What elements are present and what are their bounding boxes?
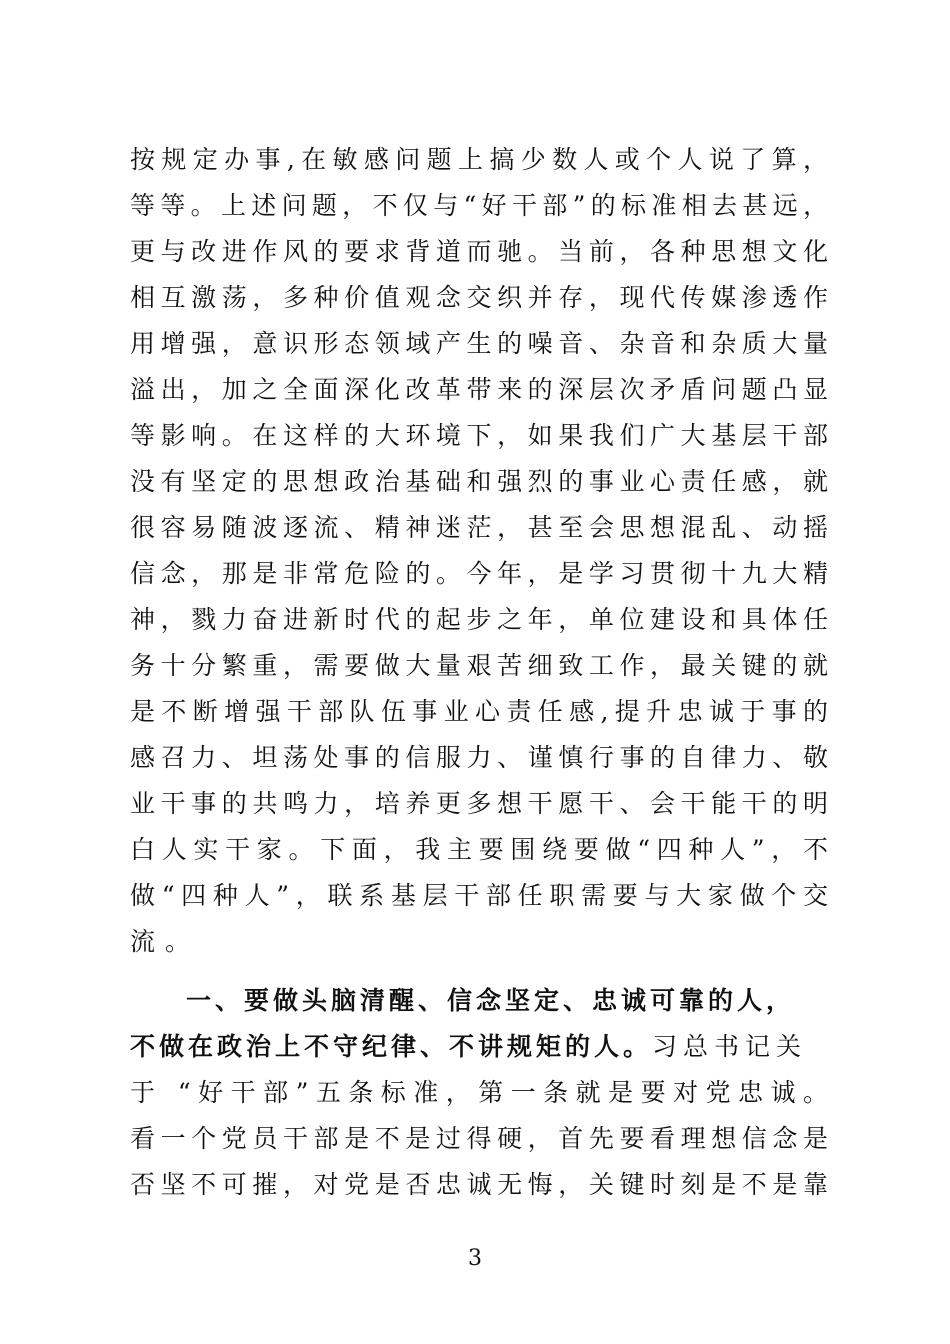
- text-line: 按规定办事,在敏感问题上搞少数人或个人说了算，: [130, 145, 828, 174]
- text-line: 务十分繁重，需要做大量艰苦细致工作，最关键的就: [130, 651, 828, 680]
- text-line: 等等。上述问题，不仅与“好干部”的标准相去甚远，: [130, 191, 828, 220]
- text-line: 等影响。在这样的大环境下，如果我们广大基层干部: [130, 421, 828, 450]
- text-line: 相互激荡，多种价值观念交织并存，现代传媒渗透作: [130, 283, 828, 312]
- text-line: 用增强，意识形态领域产生的噪音、杂音和杂质大量: [130, 329, 828, 358]
- text-line: 溢出，加之全面深化改革带来的深层次矛盾问题凸显: [130, 375, 828, 404]
- text-line: 是不断增强干部队伍事业心责任感,提升忠诚于事的: [130, 697, 828, 726]
- text-line: 很容易随波逐流、精神迷茫，甚至会思想混乱、动摇: [130, 513, 828, 542]
- text-line: 业干事的共鸣力，培养更多想干愿干、会干能干的明: [130, 789, 828, 818]
- section-text-start: 习总书记关: [652, 1032, 808, 1061]
- section-heading-line2: 不做在政治上不守纪律、不讲规矩的人。: [130, 1032, 653, 1061]
- text-line: 神，戮力奋进新时代的起步之年，单位建设和具体任: [130, 605, 828, 634]
- text-line: 流。: [130, 927, 201, 956]
- section-heading: [186, 978, 828, 1024]
- text-line: 没有坚定的思想政治基础和强烈的事业心责任感，就: [130, 467, 828, 496]
- page-number: 3: [468, 1246, 482, 1271]
- text-line: 更与改进作风的要求背道而驰。当前，各种思想文化: [130, 237, 828, 266]
- text-line: 做“四种人”，联系基层干部任职需要与大家做个交: [130, 881, 828, 910]
- text-line: 感召力、坦荡处事的信服力、谨慎行事的自律力、敬: [130, 743, 828, 772]
- text-line: 看一个党员干部是不是过得硬，首先要看理想信念是: [130, 1124, 828, 1153]
- text-line: 于 “好干部”五条标准，第一条就是要对党忠诚。: [130, 1078, 828, 1107]
- text-line: 信念，那是非常危险的。今年，是学习贯彻十九大精: [130, 559, 828, 588]
- section-heading-line1: 一、要做头脑清醒、信念坚定、忠诚可靠的人，: [186, 986, 796, 1015]
- text-line: 白人实干家。下面，我主要围绕要做“四种人”，不: [130, 835, 828, 864]
- section-heading-continuation: [130, 1024, 828, 1070]
- text-line: 否坚不可摧，对党是否忠诚无悔，关键时刻是不是靠: [130, 1170, 828, 1199]
